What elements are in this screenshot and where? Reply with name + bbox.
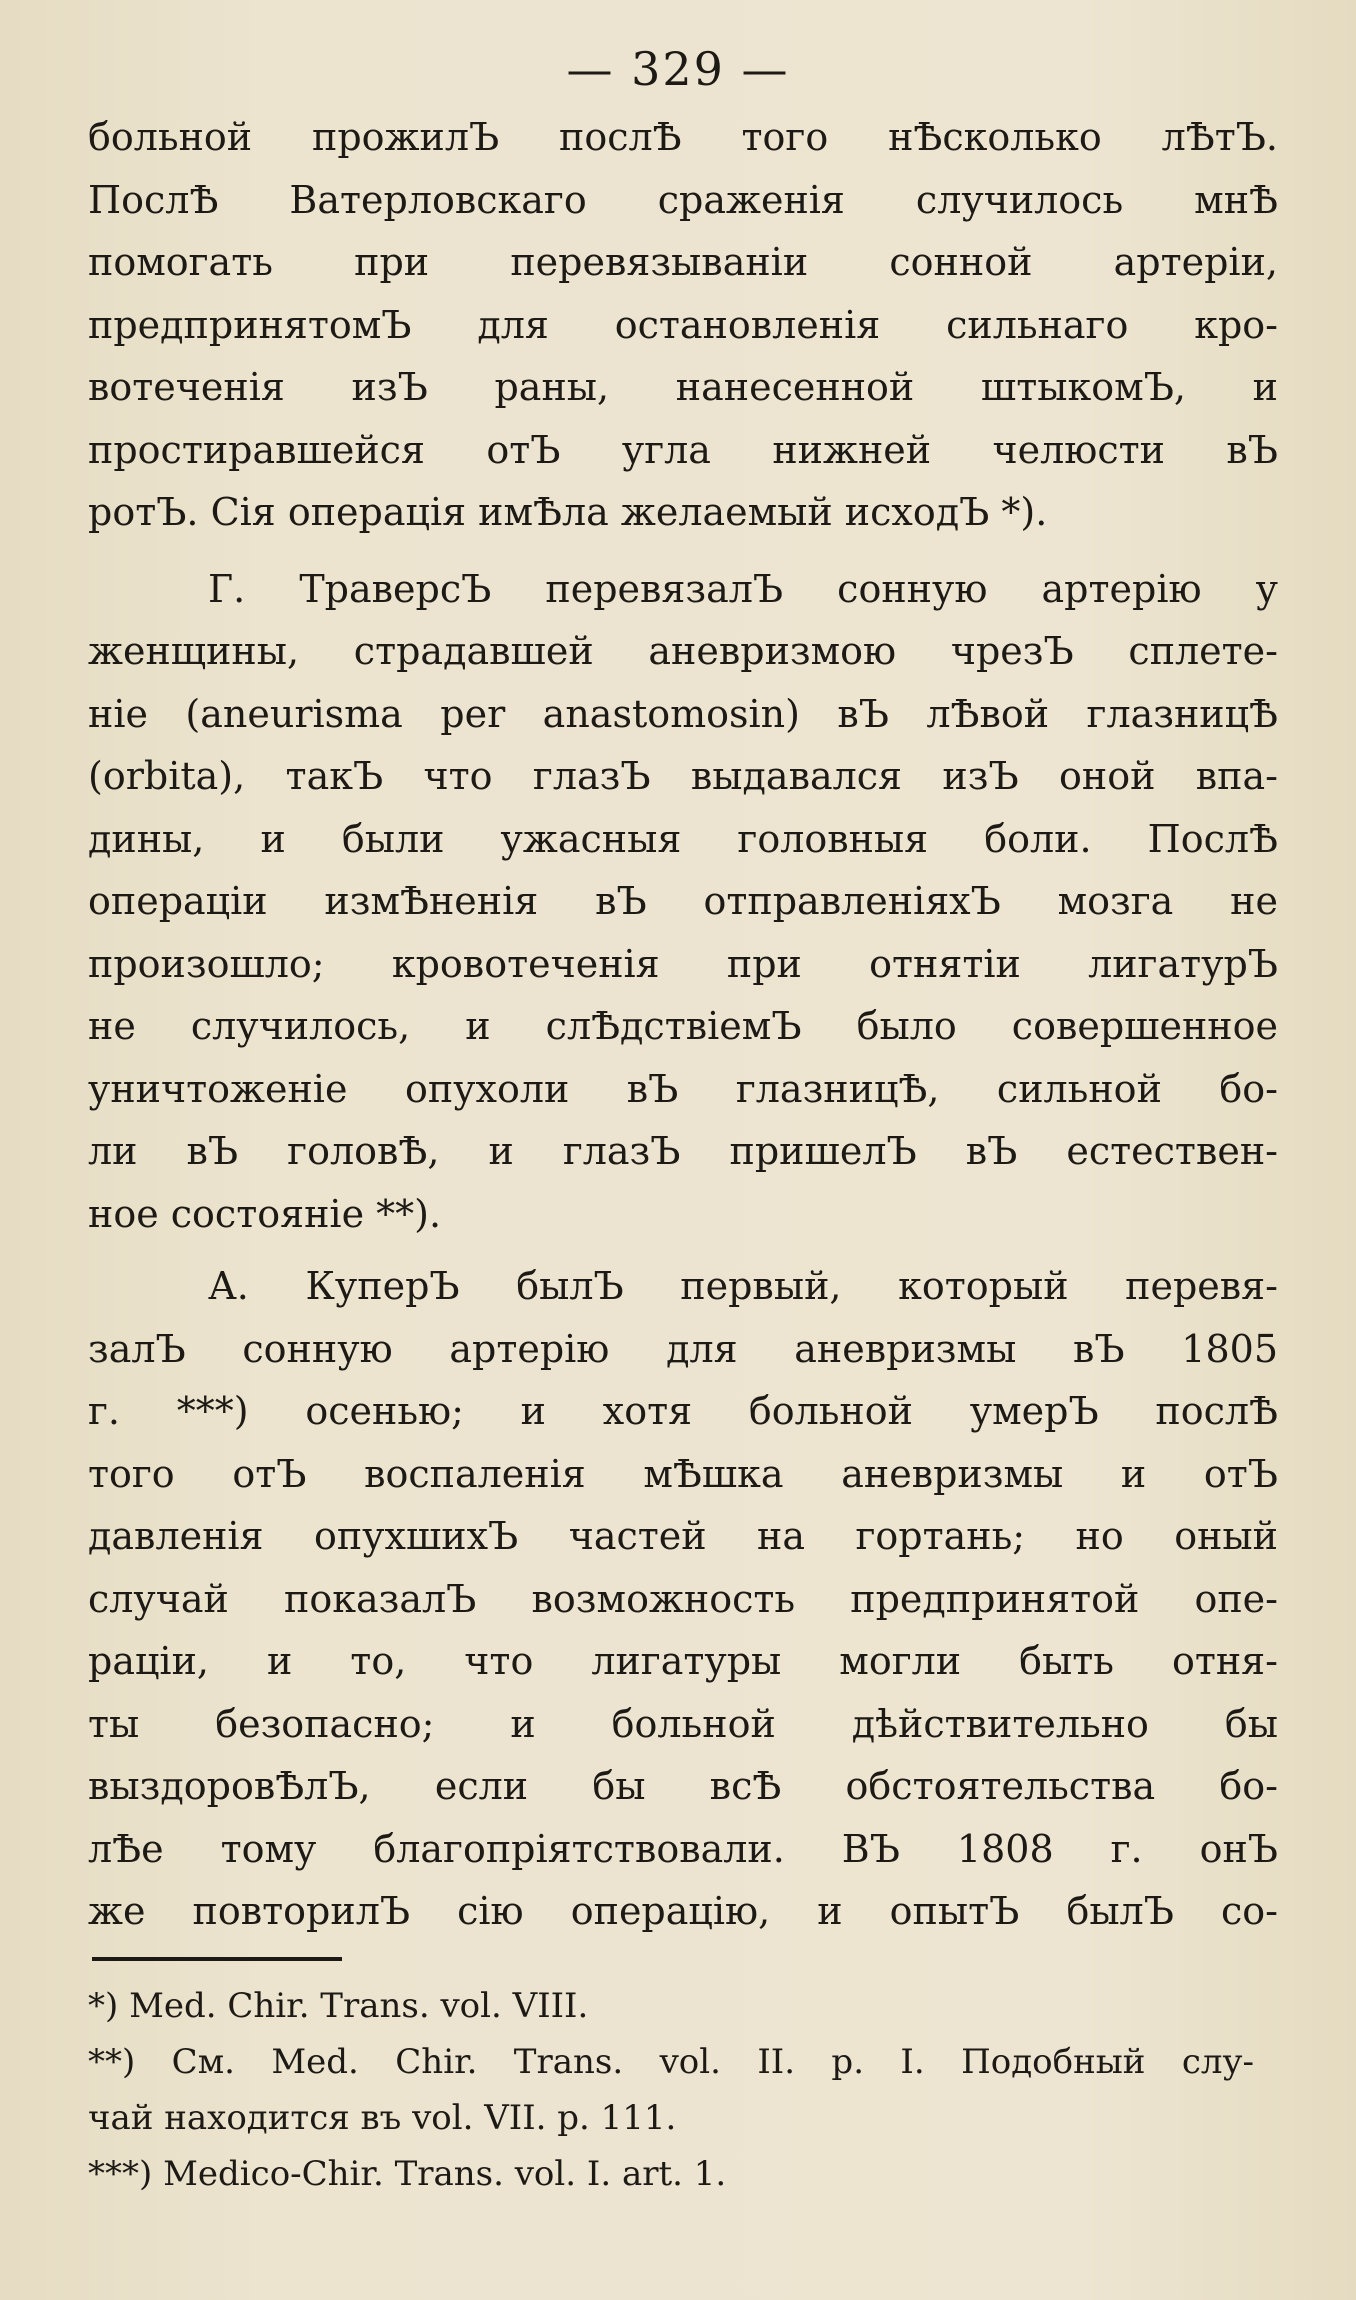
footnote: *) Med. Chir. Trans. vol. VIII. — [88, 1986, 589, 2026]
text-line: выздоровѢлЪ, если бы всѢ обстоятельства бо- — [88, 1764, 1278, 1808]
text-line: ПослѢ Ватерловскаго сраженія случилось мнѢ — [88, 177, 1278, 222]
text-line: ли вЪ головѢ, и глазЪ пришелЪ вЪ естествен- — [88, 1129, 1278, 1173]
text-line: раціи, и то, что лигатуры могли быть отня- — [88, 1639, 1278, 1683]
text-line: же повторилЪ сію операцію, и опытЪ былЪ со- — [88, 1889, 1278, 1933]
text-line: случай показалЪ возможность предпринятой опе- — [88, 1576, 1278, 1621]
text-line: ты безопасно; и больной дѣйствительно бы — [88, 1701, 1278, 1746]
paragraph-3 — [88, 1255, 1278, 1943]
text-line: Г. ТраверсЪ перевязалЪ сонную артерію у — [208, 566, 1278, 611]
text-line: ніе (aneurisma per anastomosin) вЪ лѢвой глазницѢ — [88, 691, 1278, 736]
text-line: ное состояніе **). — [88, 1191, 442, 1236]
footnote: ***) Medico-Chir. Trans. vol. I. art. 1. — [88, 2154, 727, 2194]
text-line: произошло; кровотеченія при отнятіи лигатурЪ — [88, 941, 1278, 986]
text-line: вотеченія изЪ раны, нанесенной штыкомЪ, и — [88, 365, 1278, 409]
text-line: женщины, страдавшей аневризмою чрезЪ сплете- — [88, 629, 1278, 673]
text-line: г. ***) осенью; и хотя больной умерЪ послѢ — [88, 1389, 1278, 1433]
text-line: ротЪ. Сія операція имѢла желаемый исходЪ *). — [88, 490, 1048, 534]
footnotes — [88, 1978, 1278, 2202]
text-line: уничтоженіе опухоли вЪ глазницѢ, сильной бо- — [88, 1066, 1278, 1111]
text-line: (orbita), такЪ что глазЪ выдавался изЪ оной впа- — [88, 754, 1278, 798]
body-text — [88, 106, 1278, 1943]
text-line: того отЪ воспаленія мѢшка аневризмы и отЪ — [88, 1451, 1278, 1496]
text-line: лѢе тому благопріятствовали. ВЪ 1808 г. онЪ — [88, 1826, 1278, 1871]
text-line: помогать при перевязываніи сонной артеріи, — [88, 240, 1278, 284]
text-line: больной прожилЪ послѢ того нѢсколько лѢтЪ. — [88, 115, 1278, 159]
text-line: простиравшейся отЪ угла нижней челюсти вЪ — [88, 427, 1278, 472]
paragraph-2 — [88, 558, 1278, 1246]
footnote-divider — [92, 1957, 342, 1961]
text-line: дины, и были ужасныя головныя боли. ПослѢ — [88, 816, 1278, 861]
text-line: давленія опухшихЪ частей на гортань; но оный — [88, 1514, 1278, 1558]
footnote: **) См. Med. Chir. Trans. vol. II. p. I. Подобный слу- — [88, 2042, 1254, 2082]
text-line: не случилось, и слѢдствіемЪ было совершенное — [88, 1004, 1278, 1048]
footnote-continuation: чай находится въ vol. VII. p. 111. — [88, 2098, 677, 2138]
page-number: — 329 — — [566, 42, 790, 96]
text-line: залЪ сонную артерію для аневризмы вЪ 1805 — [88, 1326, 1278, 1371]
paragraph-1 — [88, 106, 1278, 544]
text-line: А. КуперЪ былЪ первый, который перевя- — [208, 1264, 1278, 1308]
text-line: операціи измѢненія вЪ отправленіяхЪ мозга не — [88, 879, 1278, 923]
text-line: предпринятомЪ для остановленія сильнаго кро- — [88, 302, 1278, 347]
